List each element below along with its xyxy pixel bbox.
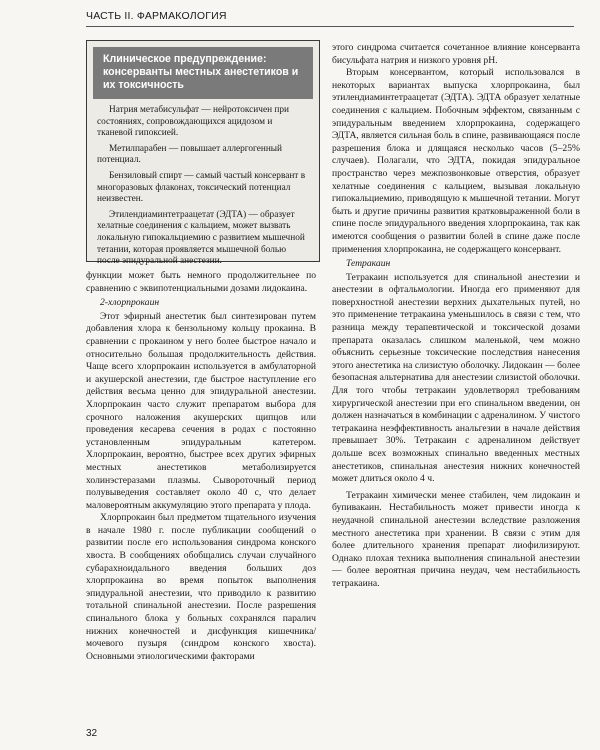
left-column (86, 270, 316, 663)
warning-item-sodium-metabisulfite: Натрия метабисульфат — нейротоксичен при состояниях, сопровождающихся ацидозом и тканевой гипоксией. (97, 105, 289, 139)
paragraph-chloroprocaine-2: Хлорпрокаин был предметом тщательного изучения в начале 1980 г. после публикации сообщений о развитии после его использования синдрома конского хвоста. В сообщениях обобщались случаи случайного субарахноидального введения больших доз хлорпрокаина во время попыток выполнения эпидуральной анестезии, что приводило к развитию тотальной спинальной анестезии. После разрешения спинального блока у больных сохранялся паралич нижних конечностей и дисфункция кишечника/мочевого пузыря (синдром конского хвоста). Основными этиологическими факторами (86, 512, 316, 662)
warning-box-body (87, 99, 319, 276)
warning-item-edta: Этилендиаминтетраацетат (ЭДТА) — образует хелатные соединения с кальцием, может вызвать локальную гипокальциемию с развитием мышечной тетании, которая проявляется мышечной болью после эпидуральной анестезии. (97, 209, 305, 267)
warning-item-methylparaben: Метилпарабен — повышает аллергогенный потенциал. (97, 143, 283, 166)
subheading-chloroprocaine: 2-хлорпрокаин (100, 297, 160, 309)
paragraph-tetracaine-1: Тетракаин используется для спинальной анестезии и анестезии в офтальмологии. Иногда его применяют для поверхностной анестезии верхних дыхательных путей, но это применение тетракаина уменьшилось в связи с тем, что разница между терапевтической и токсической дозами препарата оказалась слишком маленькой, чем можно объяснить серьезные токсические последствия нанесения этого анестетика на слизистую оболочку. Лидокаин — более безопасная альтернатива для анестезии слизистой оболочки. Для того чтобы тетракаин удовлетворял требованиям хирургической анестезии при его спинальном введении, он должен назначаться в комбинации с адреналином. У чистого тетракаина неэффективность анальгезии в начале действия превышает 30%. Тетракаин с адреналином действует дольше всех возможных спинально введенных местных анестетиков, спинальная анестезия нижних конечностей может длиться около 4 ч. (332, 271, 580, 485)
page-number: 32 (86, 728, 98, 739)
clinical-warning-box (86, 40, 320, 267)
paragraph-tetracaine-2: Тетракаин химически менее стабилен, чем лидокаин и бупивакаин. Нестабильность может привести иногда к неудачной спинальной анестезии вследствие разложения местного анестетика при хранении. В связи с этим для более длительного хранения препарат лиофилизируют. Однако плохая техника выполнения спинальной анестезии — более вероятная причина неудач, чем нестабильность тетракаина. (332, 489, 580, 589)
paragraph-continued: этого синдрома считается сочетанное влияние консерванта бисульфата натрия и низкого уровня pH. (332, 42, 580, 66)
running-head: ЧАСТЬ II. ФАРМАКОЛОГИЯ (86, 10, 227, 22)
warning-box-title: Клиническое предупреждение: консерванты местных анестетиков и их токсичность (93, 47, 313, 99)
paragraph-continued: функции может быть немного продолжительнее по сравнению с эквипотенциальными дозами лидокаина. (86, 270, 316, 294)
subheading-tetracaine: Тетракаин (346, 258, 391, 270)
header-rule (86, 26, 574, 27)
right-column (332, 42, 580, 591)
warning-item-benzyl-alcohol: Бензиловый спирт — самый частый консервант в многоразовых флаконах, токсический потенциал неизвестен. (97, 170, 306, 205)
paragraph-edta: Вторым консервантом, который использовался в некоторых вариантах выпуска хлорпрокаина, был этилендиаминтетраацетат (ЭДТА). ЭДТА образует хелатные соединения с кальцием. Побочным эффектом, связанным с эпидуральным введением хлорпрокаина, содержащего ЭДТА, является сильная боль в спине, развивающаяся после разрешения блока и длящаяся несколько часов (5–25% случаев). Полагали, что ЭДТА, покидая эпидуральное пространство через межпозвонковые отверстия, образует хелатные соединения с кальцием, вызывая локальную гипокальциемию, приводящую к мышечной тетании. Могут быть и другие причины развития кратковыраженной боли в спине после эпидурального введения хлорпрокаина, так как имеются сообщения о развитии болей в спине даже после применения хлорпрокаина, не содержащего консервант. (332, 67, 580, 255)
paragraph-chloroprocaine-1: Этот эфирный анестетик был синтезирован путем добавления хлора к бензольному кольцу прокаина. В сравнении с прокаином у него более быстрое начало и относительно большая продолжительность действия. Чаще всего хлорпрокаин используется в амбулаторной и акушерской анестезии, где быстрое наступление его действия весьма ценно для эпидуральной анестезии. Хлорпрокаин часто служит препаратом выбора для срочного наложения акушерских щипцов или проведения кесарева сечения в родах с постоянно установленным эпидуральным катетером. Хлорпрокаин, вероятно, быстрее всех других эфирных местных анестетиков метаболизируется холинэстеразами плазмы. Сывороточный период полувыведения составляет около 40 с, что делает маловероятным аккумуляцию этого препарата у плода. (86, 310, 316, 511)
